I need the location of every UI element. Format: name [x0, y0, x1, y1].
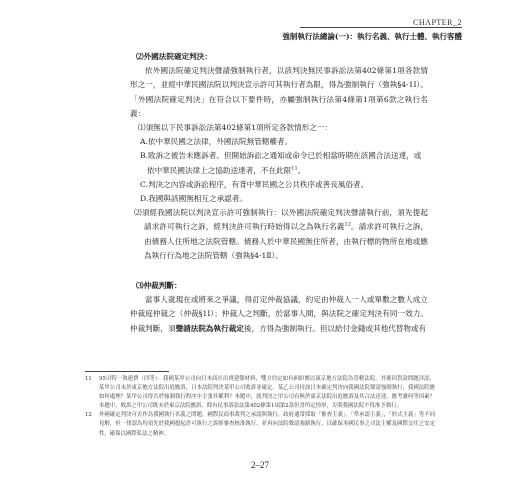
arbitration-bold-text: 聲請法院為執行裁定 — [175, 323, 244, 333]
footnote-ref-11: 11 — [291, 165, 298, 172]
requirement-2-text: ⑵須經我國法院以判決宣示許可強制執行：以外國法院確定判決聲請執行前，須先提起請求許可執行之訴，經判決許可執行時始得以之為執行名義 — [134, 208, 428, 232]
main-content — [130, 50, 428, 336]
footnote-rule — [85, 371, 169, 372]
arbitration-text-a: 當事人就現在或將來之爭議，得訂定仲裁協議，約定由仲裁人一人或單數之數人成立仲裁庭仲裁之（仲裁§1Ⅰ）；仲裁人之判斷，於當事人間，與法院之確定判決有同一效力。仲裁判斷，須 — [130, 295, 428, 333]
requirement-2 — [134, 206, 429, 263]
footnote-text: 95司特一執連費（四等）：我國某甲公司向日本商社出賣建築材料，雙方約定如有糾紛應以東京地方法院為管轄法院。其後因貨款問題涉訟，某甲公司未於東京地方法院出庭應訴，日本法院判決某甲公司敗訴並確定。某乙公司持該日本確定判決向我國法院聲請強制執行，我國法院應如何處理？某甲公司得否於強制執行程序中主張其權利？本題中，就判決之甲公司有無於東京法院出庭應訴及其合法送達，應考慮何等因素？本題中，敗訴之甲公司既未於東京法院應訴，除有民事訴訟法第402條第1項第2款但書所定情形，否則我國法院不得准予執行。 — [99, 376, 435, 410]
section-heading: ⑵外國法院確定判決： — [136, 52, 212, 61]
footnote — [85, 411, 435, 438]
requirement-item-d: D.我國與該國無相互之承認者。 — [140, 194, 247, 204]
requirement-item-c: C.判決之內容或訴訟程序，有背中華民國之公共秩序或善良風俗者。 — [140, 179, 369, 189]
footnote — [85, 375, 435, 411]
paragraph: 依外國法院確定判決聲請強制執行者，以該判決無民事訴訟法第402條第1項各款情形之一，並經中華民國法院以判決宣示許可其執行者為限，得為強制執行（強執§4-1Ⅰ）。「外國法院確定判決」在符合以下要件時，亦屬強制執行法第4條第1項第6款之執行名義： — [130, 66, 428, 118]
requirement-item-b-text: B.敗訴之被告未應訴者。但開始訴訟之通知或命令已於相當時期在該國合法送達，或依中華民國法律上之協助送達者，不在此限 — [140, 151, 422, 175]
footnote-number: 12 — [85, 412, 92, 419]
requirement-item-b — [140, 149, 428, 177]
footnotes — [85, 375, 435, 439]
requirement-2-end: 。請求許可執行之訴，由債務人住所地之法院管轄。債務人於中華民國無住所者，由執行標的物所在地或應為執行行為地之法院管轄（強執§4-1Ⅱ）。 — [144, 222, 429, 260]
section-heading: ⑶仲裁判斷： — [136, 281, 182, 291]
running-header-chapter: CHAPTER_2 — [413, 18, 462, 27]
requirement-item-b-end: 。 — [297, 165, 306, 175]
footnote-number: 11 — [85, 376, 92, 382]
page-number: 2–27 — [251, 460, 269, 470]
requirement-heading: ⑴須無以下民事訴訟法第402條第1項所定各款情形之一： — [138, 123, 332, 133]
footnote-ref-12: 12 — [344, 221, 351, 228]
arbitration-text-b: 後，方得為強制執行。但以給付金錢或其他代替物或有 — [243, 323, 427, 333]
footnote-text: 外國確定判決可否作為我國執行名義之問題，國際民商事裁判之承認與執行，政府通常採取「審查主義」，「準承認主義」，「形式主義」等不同見解，但一律認為均須先於我國提起許可執行之訴經審查核准執行，並再向法院聲請強制執行，以確保本國民事之司法主權及國際交往之安定性，確保以國際私法之精神。 — [99, 412, 435, 437]
requirement-item-a: A.依中華民國之法律，外國法院無管轄權者。 — [140, 137, 293, 147]
running-header-rule — [300, 27, 462, 28]
paragraph — [130, 293, 428, 336]
running-header-title: 強制執行法總論(一)：執行名義、執行士體、執行客體 — [282, 32, 462, 41]
